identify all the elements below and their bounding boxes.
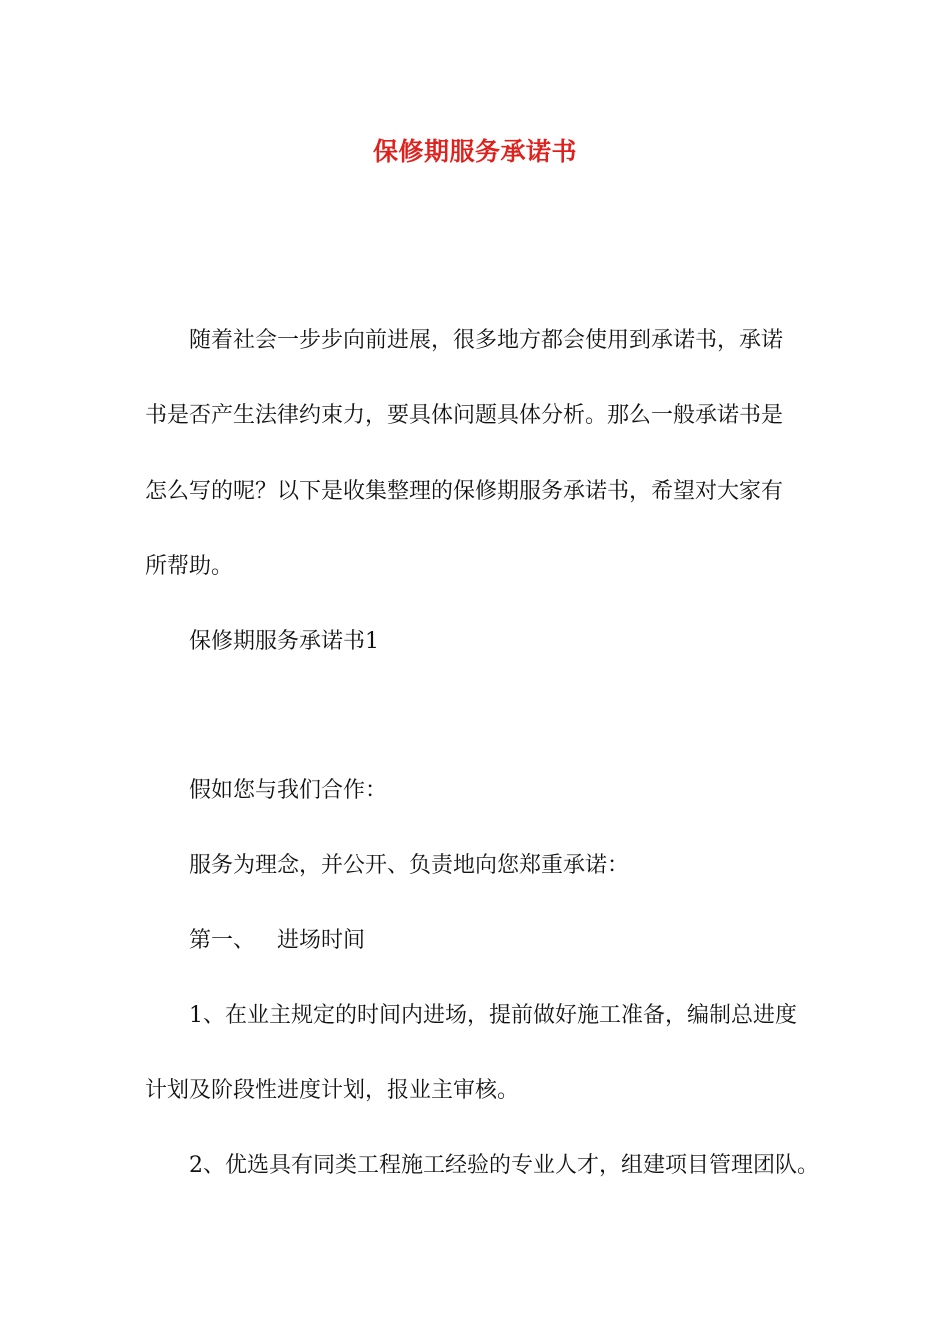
first-heading (189, 926, 365, 956)
item1-line-2: 计划及阶段性进度计划，报业主审核。 (145, 1078, 520, 1103)
document-title: 保修期服务承诺书 (372, 137, 577, 166)
intro-line-1: 随着社会一步步向前进展，很多地方都会使用到承诺书，承诺 (189, 328, 784, 353)
first-title: 进场时间 (277, 928, 366, 953)
intro-line-4: 所帮助。 (145, 554, 234, 579)
first-label: 第一、 (189, 928, 256, 953)
section-heading: 保修期服务承诺书1 (189, 629, 379, 654)
item1-line-1: 1、在业主规定的时间内进场，提前做好施工准备，编制总进度 (189, 1003, 797, 1028)
item2-line: 2、优选具有同类工程施工经验的专业人才，组建项目管理团队。 (189, 1153, 819, 1178)
cooperate-line: 假如您与我们合作： (189, 778, 388, 803)
promise-line: 服务为理念，并公开、负责地向您郑重承诺： (189, 853, 630, 878)
intro-line-3: 怎么写的呢？以下是收集整理的保修期服务承诺书，希望对大家有 (145, 479, 784, 504)
intro-line-2: 书是否产生法律约束力，要具体问题具体分析。那么一般承诺书是 (145, 403, 784, 428)
